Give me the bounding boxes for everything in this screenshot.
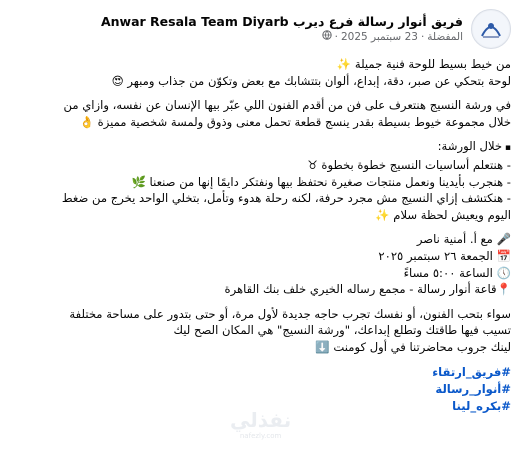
logo-icon (472, 10, 510, 48)
workshop-item: - هنكتشف إزاي النسيج مش مجرد حرفة، لكنه رحلة هدوء وتأمل، بتخلي الواحد يخرج من ضغط (61, 191, 511, 206)
detail-location: 📍قاعة أنوار رسالة - مجمع رساله الخيري خلف بنك القاهرة (224, 282, 511, 297)
detail-instructor: 🎤 مع أ. أمنية ناصر (416, 232, 511, 247)
watermark-sub: nafezly.com (239, 432, 282, 440)
text-line: تسيب فيها طاقتك وتطلع إبداعك، "ورشة النسيج" هي المكان الصح ليك (173, 323, 511, 338)
post-date[interactable]: 23 سبتمبر 2025 (340, 30, 418, 43)
hashtags (10, 364, 511, 415)
detail-date: 📅 الجمعة ٢٦ سبتمبر ٢٠٢٥ (378, 248, 511, 263)
text-line: سواء بتحب الفنون، أو نفسك تجرب حاجه جديدة لأول مرة، أو حتى بتدور على مساحة مختلفة (69, 306, 511, 321)
workshop-heading: ▪ خلال الورشة: (10, 138, 511, 157)
hashtag-link[interactable]: #أنوار_رسالة (435, 381, 511, 396)
post-meta (101, 14, 463, 45)
page-name[interactable]: فريق أنوار رسالة فرع ديرب Anwar Resala Team Diyarb (100, 13, 463, 29)
intro-paragraph (10, 56, 511, 89)
page-avatar[interactable] (471, 9, 511, 49)
text-line: لينك جروب محاضرتنا في أول كومنت ⬇️ (315, 339, 511, 354)
separator: · (420, 30, 425, 43)
hashtag-link[interactable]: #فريق_ارتقاء (432, 364, 511, 379)
watermark-text: نفذلي (230, 408, 292, 432)
text-line: من خيط بسيط للوحة فنية جميلة ✨ (336, 57, 511, 71)
workshop-item: اليوم ويعيش لحظة سلام ✨ (375, 207, 511, 222)
detail-time: 🕔 الساعة ٥:٠٠ مساءً (403, 265, 511, 280)
text-line: في ورشة النسيج هنتعرف على فن من أقدم الفنون اللي عبّر بيها الإنسان عن نفسه، وازاي من (63, 98, 511, 113)
post-header (12, 8, 511, 50)
workshop-item: - هنجرب بأيدينا ونعمل منتجات صغيرة نحتفظ بيها ونفتكر دايمًا إنها من صنعنا 🌿 (131, 174, 511, 189)
closing-paragraph (10, 306, 511, 356)
text-line: لوحة بتحكي عن صبر، دقة، إبداع، ألوان بتتشابك مع بعض وتكوّن من جذاب ومبهر 😍 (111, 73, 511, 88)
text-line: خلال مجموعة خيوط بسيطة بقدر ينسج قطعة تحمل معنى وذوق ولمسة شخصية مميزة 👌 (79, 114, 511, 129)
workshop-item: - هنتعلم أساسيات النسيج خطوة بخطوة ♉ (307, 157, 511, 172)
hashtag-link[interactable]: #بكره_لينا (452, 398, 511, 413)
audience-label: المفضلة (427, 30, 463, 43)
post-subline (101, 30, 463, 45)
watermark (230, 408, 291, 440)
globe-icon (322, 30, 332, 45)
workshop-section (10, 138, 511, 223)
details-section (10, 231, 511, 297)
description-paragraph (10, 97, 511, 130)
separator: · (334, 30, 338, 43)
post-body (10, 56, 511, 415)
